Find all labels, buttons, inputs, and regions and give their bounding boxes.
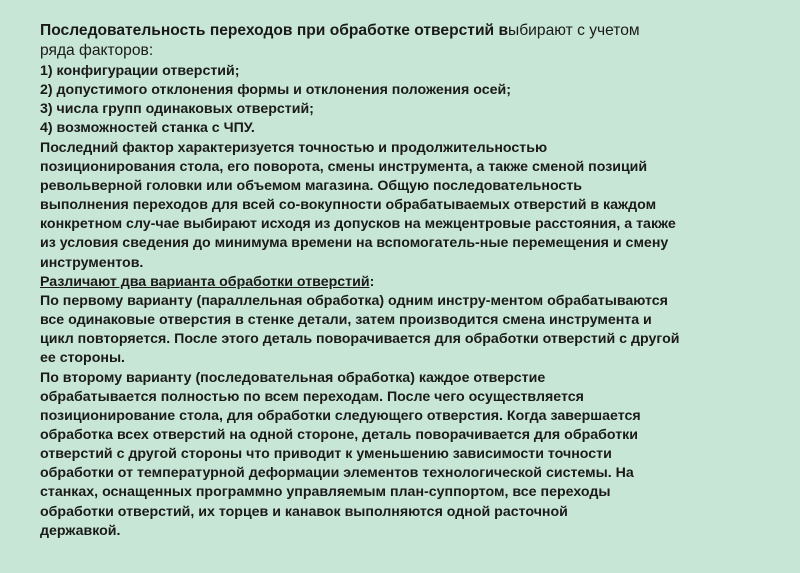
title-line-2: ряда факторов: (40, 42, 154, 59)
paragraph1-line: револьверной головки или объемом магазина. Общую последовательность (40, 177, 582, 194)
paragraph2-line: По первому варианту (параллельная обработка) одним инстру-ментом обрабатываются (40, 292, 668, 309)
paragraph1-line: инструментов. (40, 254, 144, 271)
variants-heading-colon: : (369, 273, 375, 290)
paragraph3-line: По второму варианту (последовательная обработка) каждое отверстие (40, 369, 546, 386)
title-line-1 (40, 21, 770, 41)
paragraph3-line: обрабатывается полностью по всем переходам. После чего осуществляется (40, 388, 584, 405)
factor-item: 1) конфигурации отверстий; (40, 63, 240, 79)
factor-item: 2) допустимого отклонения формы и отклонения положения осей; (40, 82, 511, 99)
title-normal: ыбирают с учетом (508, 22, 640, 39)
title-bold: Последовательность переходов при обработке отверстий в (40, 22, 509, 39)
paragraph3-line: станках, оснащенных программно управляемым план-суппортом, все переходы (40, 484, 611, 501)
paragraph3-line: позиционирование стола, для обработки следующего отверстия. Когда завершается (40, 407, 641, 424)
paragraph1-line: Последний фактор характеризуется точностью и продолжительностью (40, 139, 548, 156)
paragraph1-line: выполнения переходов для всей со-вокупности обрабатываемых отверстий в каждом (40, 197, 657, 214)
factor-item: 3) числа групп одинаковых отверстий; (40, 101, 314, 118)
variants-heading-text: Различают два варианта обработки отверстий (40, 273, 370, 290)
paragraph2-line: все одинаковые отверстия в стенке детали, затем производится смена инструмента и (40, 312, 652, 329)
variants-heading (40, 273, 770, 292)
factor-item: 4) возможностей станка с ЧПУ. (40, 120, 255, 137)
paragraph3-line: обработки отверстий, их торцев и канавок выполняются одной расточной (40, 503, 568, 520)
paragraph1-line: из условия сведения до минимума времени на вспомогатель-ные перемещения и смену (40, 235, 669, 252)
paragraph2-line: ее стороны. (40, 350, 126, 367)
paragraph2-line: цикл повторяется. После этого деталь поворачивается для обработки отверстий с другой (40, 331, 680, 348)
paragraph1-line: позиционирования стола, его поворота, смены инструмента, а также сменой позиций (40, 158, 648, 175)
paragraph1-line: конкретном слу-чае выбирают исходя из допусков на межцентровые расстояния, а также (40, 216, 676, 233)
paragraph3-line: отверстий с другой стороны что приводит к уменьшению зависимости точности (40, 446, 612, 463)
paragraph3-line: обработка всех отверстий на одной стороне, деталь поворачивается для обработки (40, 426, 638, 443)
paragraph3-line: обработки от температурной деформации элементов технологической системы. На (40, 465, 634, 482)
paragraph3-line: державкой. (40, 522, 121, 539)
